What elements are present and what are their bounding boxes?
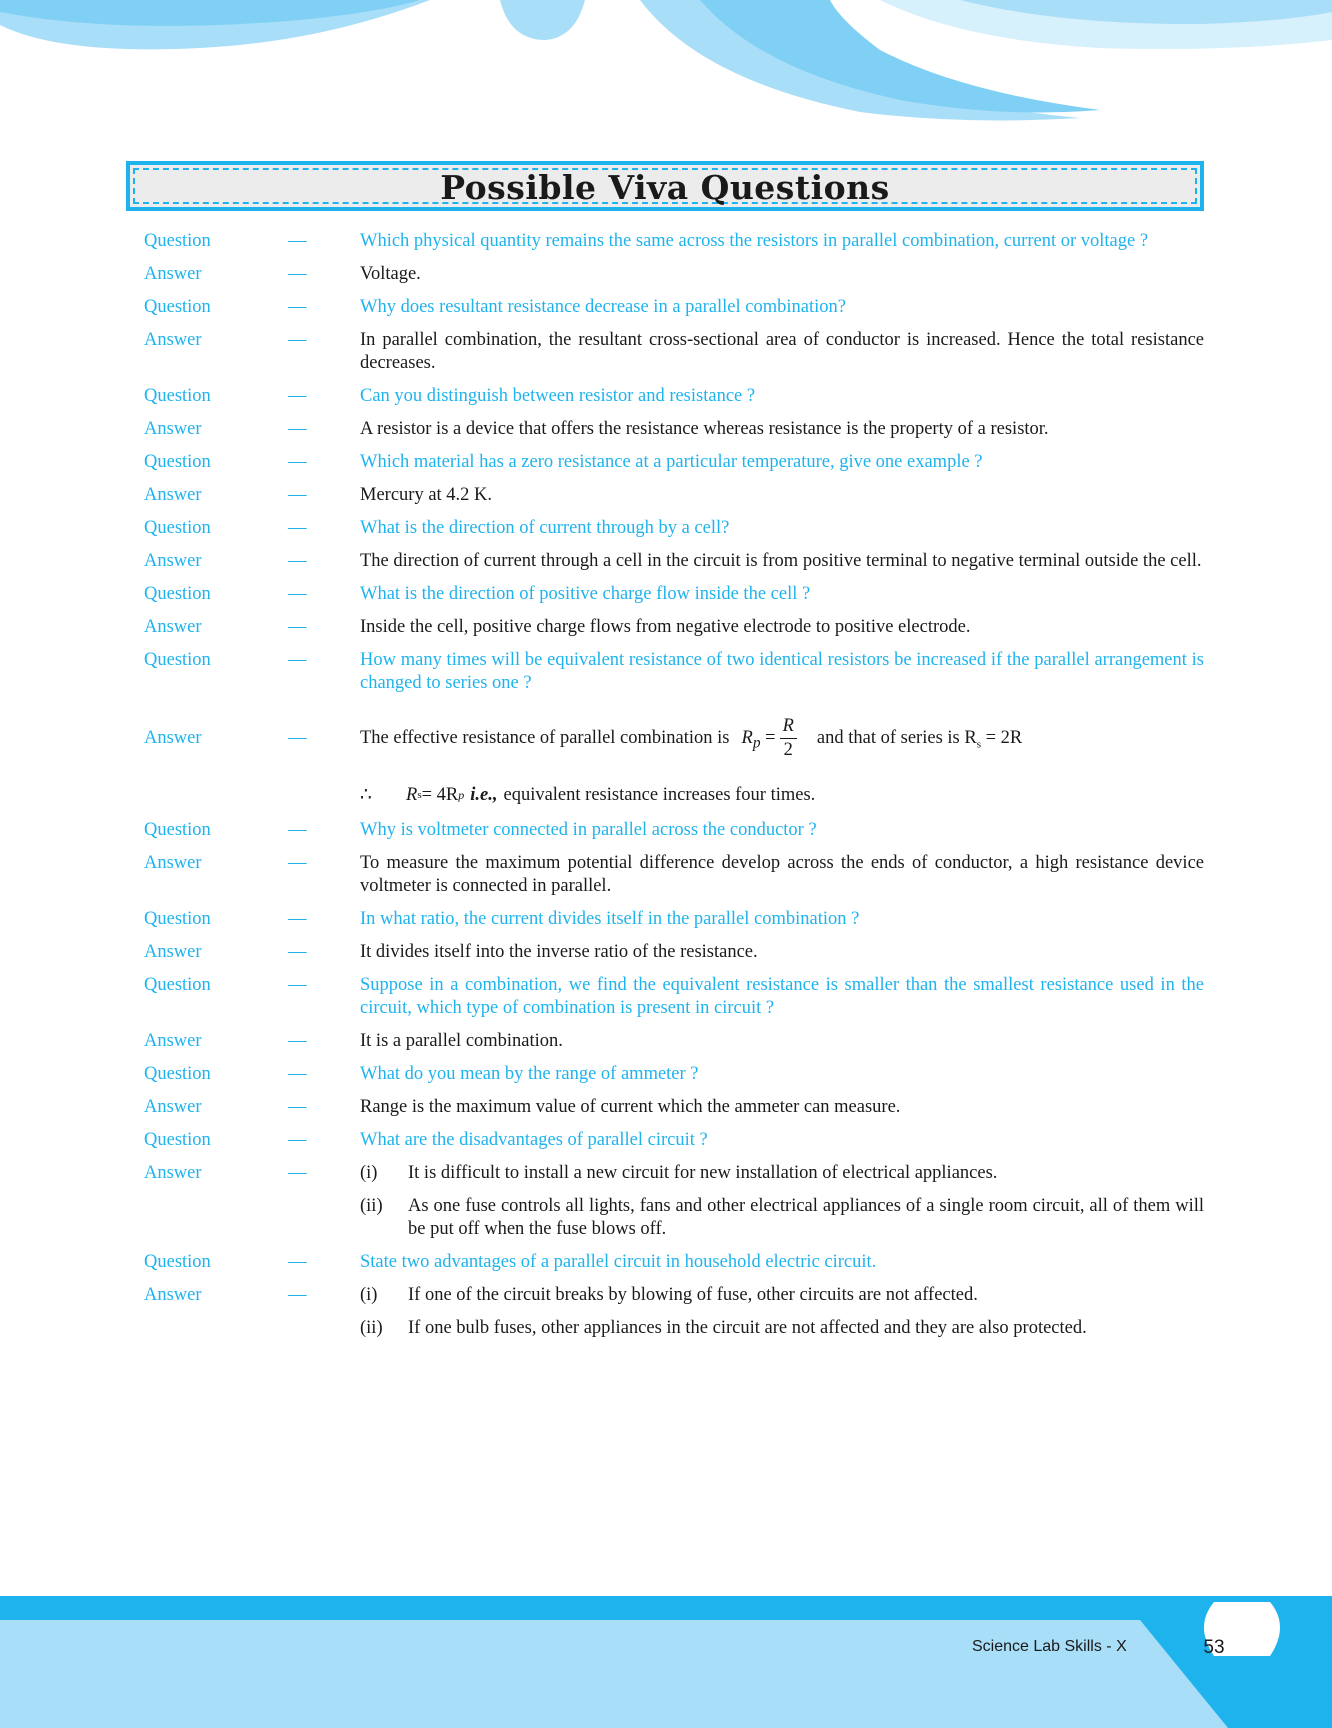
question-label: Question xyxy=(144,1130,211,1150)
question-row xyxy=(144,819,1204,842)
dash-separator: — xyxy=(288,1097,307,1117)
answer-label: Answer xyxy=(144,942,202,962)
dash-separator: — xyxy=(288,452,307,472)
list-text: If one of the circuit breaks by blowing of fuse, other circuits are not affected. xyxy=(408,1285,978,1305)
therefore-text: equivalent resistance increases four times. xyxy=(503,785,816,805)
top-wave-decoration xyxy=(0,0,1332,140)
answer-label: Answer xyxy=(144,1163,202,1183)
answer-list-item xyxy=(360,1317,1204,1340)
formula-intro: The effective resistance of parallel combination is xyxy=(360,727,730,748)
answer-row xyxy=(144,715,1204,762)
dash-separator: — xyxy=(288,518,307,538)
question-text: In what ratio, the current divides itself in the parallel combination ? xyxy=(360,909,860,929)
question-text: Why does resultant resistance decrease in a parallel combination? xyxy=(360,297,846,317)
answer-text: In parallel combination, the resultant cross-sectional area of conductor is increased. Hence the total resistance decreases. xyxy=(360,330,1204,373)
answer-row xyxy=(144,418,1204,441)
dash-separator: — xyxy=(288,1163,307,1183)
answer-row xyxy=(144,263,1204,286)
question-row xyxy=(144,1129,1204,1152)
formula-series-subscript: s xyxy=(976,738,981,751)
question-label: Question xyxy=(144,584,211,604)
dash-separator: — xyxy=(288,297,307,317)
therefore-equation: = 4R xyxy=(421,785,459,805)
formula-answer xyxy=(360,715,1204,762)
question-text: Why is voltmeter connected in parallel across the conductor ? xyxy=(360,820,817,840)
question-text: What is the direction of current through by a cell? xyxy=(360,518,730,538)
dash-separator: — xyxy=(288,1285,307,1305)
answer-row xyxy=(144,616,1204,639)
dash-separator: — xyxy=(288,386,307,406)
answer-row xyxy=(144,1162,1204,1241)
answer-text: A resistor is a device that offers the resistance whereas resistance is the property of a resistor. xyxy=(360,419,1049,439)
question-text: Can you distinguish between resistor and resistance ? xyxy=(360,386,756,406)
dash-separator: — xyxy=(288,1031,307,1051)
question-row xyxy=(144,583,1204,606)
question-text: How many times will be equivalent resistance of two identical resistors be increased if the parallel arrangement is changed to series one ? xyxy=(360,650,1204,693)
dash-separator: — xyxy=(288,1252,307,1272)
answer-row xyxy=(144,941,1204,964)
answer-list-item xyxy=(360,1162,1204,1185)
list-marker: (i) xyxy=(360,1285,378,1305)
answer-label: Answer xyxy=(144,485,202,505)
dash-separator: — xyxy=(288,728,307,748)
question-label: Question xyxy=(144,1064,211,1084)
answer-text: The direction of current through a cell in the circuit is from positive terminal to negative terminal outside the cell. xyxy=(360,551,1202,571)
answer-text: It divides itself into the inverse ratio of the resistance. xyxy=(360,942,758,962)
footer-band xyxy=(0,1596,1332,1728)
question-text: Which physical quantity remains the same across the resistors in parallel combination, current or voltage ? xyxy=(360,231,1149,251)
page-title: Possible Viva Questions xyxy=(440,168,890,207)
question-row xyxy=(144,451,1204,474)
page-number: 53 xyxy=(1203,1637,1225,1658)
answer-list xyxy=(360,1284,1204,1340)
question-text: What is the direction of positive charge flow inside the cell ? xyxy=(360,584,811,604)
list-marker: (i) xyxy=(360,1163,378,1183)
qa-list xyxy=(144,230,1204,1350)
question-row xyxy=(144,517,1204,540)
dash-separator: — xyxy=(288,1064,307,1084)
question-label: Question xyxy=(144,975,211,995)
question-label: Question xyxy=(144,231,211,251)
answer-row xyxy=(144,1096,1204,1119)
dash-separator: — xyxy=(288,909,307,929)
question-label: Question xyxy=(144,909,211,929)
question-text: Which material has a zero resistance at a particular temperature, give one example ? xyxy=(360,452,983,472)
list-text: As one fuse controls all lights, fans and other electrical appliances of a single room circuit, all of them will be put off when the fuse blows off. xyxy=(408,1196,1204,1239)
dash-separator: — xyxy=(288,650,307,670)
list-marker: (ii) xyxy=(360,1318,383,1338)
dash-separator: — xyxy=(288,419,307,439)
question-row xyxy=(144,230,1204,253)
formula-lhs xyxy=(741,727,776,752)
answer-label: Answer xyxy=(144,728,202,748)
answer-text: Mercury at 4.2 K. xyxy=(360,485,493,505)
dash-separator: — xyxy=(288,485,307,505)
answer-row xyxy=(144,484,1204,507)
fraction-numerator: R xyxy=(780,715,797,739)
book-title: Science Lab Skills - X xyxy=(972,1638,1127,1655)
answer-row xyxy=(144,1030,1204,1053)
therefore-ie: i.e., xyxy=(470,785,498,805)
question-label: Question xyxy=(144,386,211,406)
formula-lhs-subscript: p xyxy=(752,734,761,752)
question-label: Question xyxy=(144,518,211,538)
answer-label: Answer xyxy=(144,1097,202,1117)
question-text: What do you mean by the range of ammeter ? xyxy=(360,1064,699,1084)
list-marker: (ii) xyxy=(360,1196,383,1216)
answer-list-item xyxy=(360,1284,1204,1307)
dash-separator: — xyxy=(288,975,307,995)
therefore-symbol: ∴ xyxy=(360,785,372,805)
formula-series-text: and that of series is R xyxy=(816,727,977,748)
answer-label: Answer xyxy=(144,1031,202,1051)
dash-separator: — xyxy=(288,330,307,350)
answer-list-item xyxy=(360,1195,1204,1241)
question-row xyxy=(144,908,1204,931)
answer-list xyxy=(360,1162,1204,1241)
question-text: State two advantages of a parallel circuit in household electric circuit. xyxy=(360,1252,877,1272)
dash-separator: — xyxy=(288,551,307,571)
fraction-denominator: 2 xyxy=(783,740,793,760)
question-row xyxy=(144,296,1204,319)
question-row xyxy=(144,974,1204,1020)
question-text: What are the disadvantages of parallel circuit ? xyxy=(360,1130,708,1150)
answer-row xyxy=(144,1284,1204,1340)
formula-equals: = xyxy=(760,727,776,748)
formula-lhs-symbol: R xyxy=(741,727,753,748)
therefore-r-subscript: s xyxy=(417,789,422,801)
answer-label: Answer xyxy=(144,551,202,571)
question-label: Question xyxy=(144,650,211,670)
dash-separator: — xyxy=(288,942,307,962)
therefore-p-subscript: p xyxy=(458,788,465,802)
formula-series-value: = 2R xyxy=(980,727,1023,748)
therefore-line xyxy=(360,784,1204,807)
answer-text: Inside the cell, positive charge flows from negative electrode to positive electrode. xyxy=(360,617,971,637)
question-label: Question xyxy=(144,297,211,317)
dash-separator: — xyxy=(288,231,307,251)
answer-label: Answer xyxy=(144,330,202,350)
answer-label: Answer xyxy=(144,419,202,439)
list-text: If one bulb fuses, other appliances in the circuit are not affected and they are also protected. xyxy=(408,1318,1087,1338)
question-label: Question xyxy=(144,1252,211,1272)
formula-fraction xyxy=(780,715,797,762)
answer-label: Answer xyxy=(144,853,202,873)
question-label: Question xyxy=(144,820,211,840)
question-label: Question xyxy=(144,452,211,472)
answer-row xyxy=(144,550,1204,573)
dash-separator: — xyxy=(288,820,307,840)
dash-separator: — xyxy=(288,264,307,284)
therefore-r: R xyxy=(406,785,418,805)
list-text: It is difficult to install a new circuit for new installation of electrical appliances. xyxy=(408,1163,998,1183)
title-banner xyxy=(126,161,1204,211)
answer-label: Answer xyxy=(144,264,202,284)
question-text: Suppose in a combination, we find the equivalent resistance is smaller than the smallest resistance used in the circuit, which type of combination is present in circuit ? xyxy=(360,975,1204,1018)
answer-row xyxy=(144,329,1204,375)
answer-row xyxy=(144,852,1204,898)
dash-separator: — xyxy=(288,584,307,604)
dash-separator: — xyxy=(288,617,307,637)
answer-text: Range is the maximum value of current which the ammeter can measure. xyxy=(360,1097,901,1117)
dash-separator: — xyxy=(288,853,307,873)
answer-text: Voltage. xyxy=(360,264,421,284)
question-row xyxy=(144,649,1204,695)
dash-separator: — xyxy=(288,1130,307,1150)
answer-label: Answer xyxy=(144,1285,202,1305)
question-row xyxy=(144,385,1204,408)
question-row xyxy=(144,1251,1204,1274)
answer-text: To measure the maximum potential difference develop across the ends of conductor, a high resistance device voltmeter is connected in parallel. xyxy=(360,853,1204,896)
answer-text: It is a parallel combination. xyxy=(360,1031,563,1051)
question-row xyxy=(144,1063,1204,1086)
answer-label: Answer xyxy=(144,617,202,637)
